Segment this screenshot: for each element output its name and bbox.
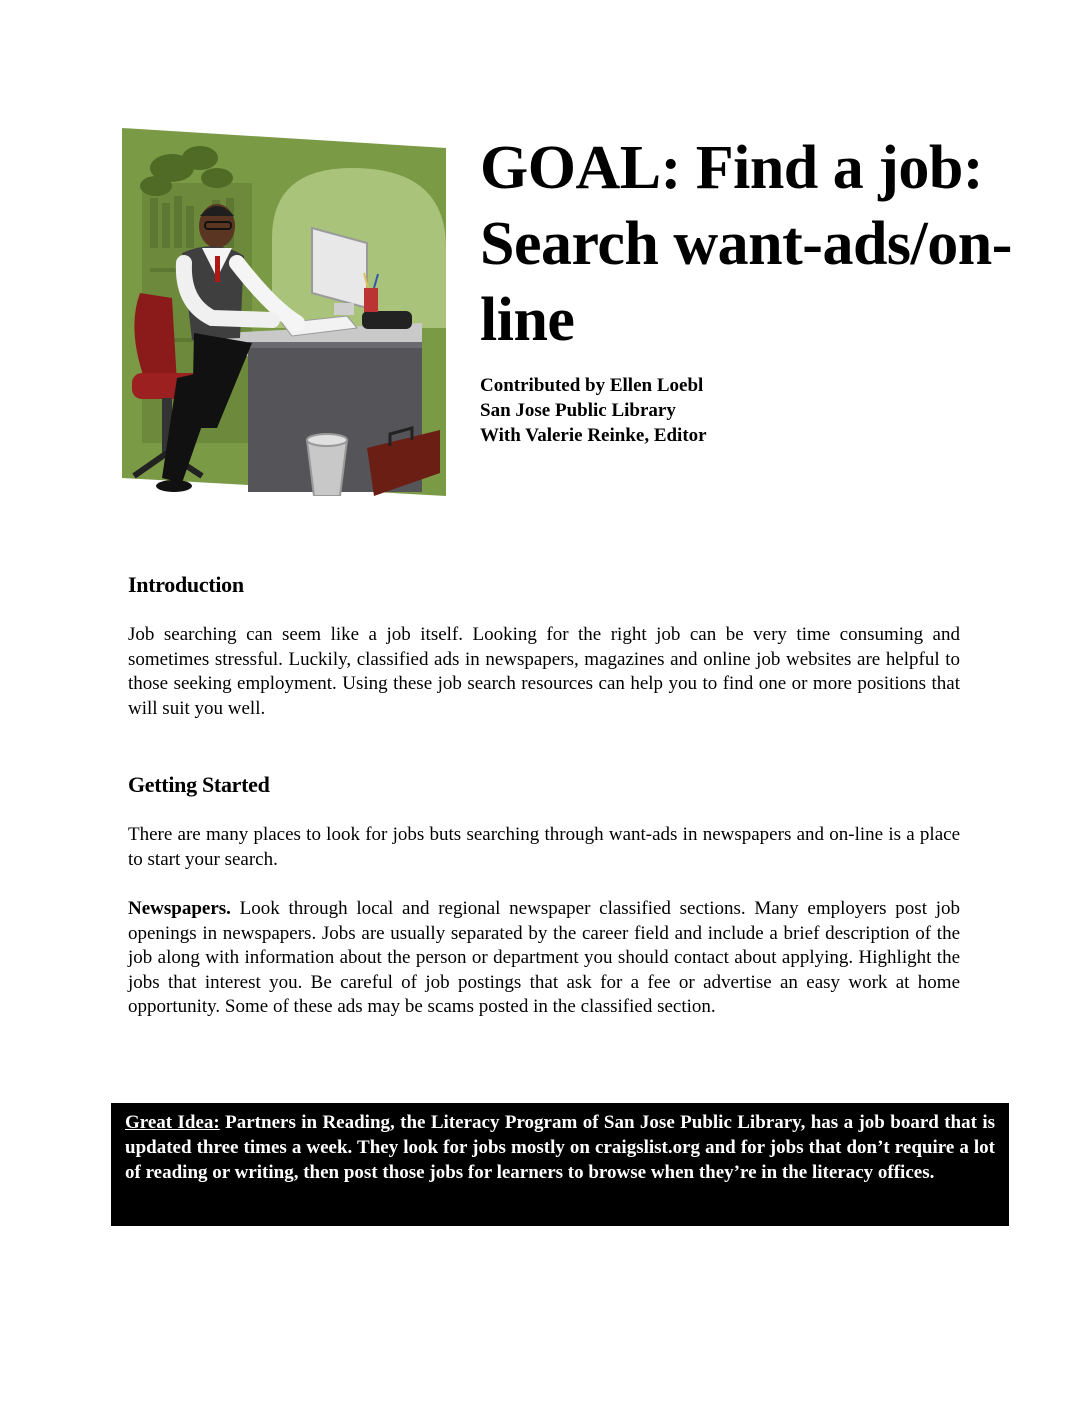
desk-drawer-line [248, 342, 422, 348]
monitor [312, 228, 367, 308]
great-idea-callout [111, 1103, 1009, 1226]
introduction-heading: Introduction [128, 572, 244, 597]
monitor-stand [334, 303, 354, 315]
callout-text [125, 1110, 995, 1185]
getting-started-paragraph: There are many places to look for jobs buts searching through want-ads in newspapers and on-line is a place to start your search. [128, 824, 960, 870]
wastebasket [307, 440, 347, 496]
credit-organization: San Jose Public Library [480, 400, 676, 421]
callout-label: Great Idea: [125, 1112, 220, 1133]
office-worker-illustration [122, 128, 446, 496]
credit-editor: With Valerie Reinke, Editor [480, 425, 707, 446]
page-title: GOAL: Find a job: Search want-ads/on-line [480, 134, 1012, 354]
credits-block [480, 373, 960, 448]
credit-contributor: Contributed by Ellen Loebl [480, 375, 704, 396]
newspapers-lead: Newspapers. [128, 898, 231, 919]
newspapers-paragraph [128, 897, 960, 1020]
phone [362, 311, 412, 329]
newspapers-body: Look through local and regional newspaper classified sections. Many employers post job openings in newspapers. Jobs are usually separated by the career field and include a brief description of the job along with information about the person or department you should contact about applying. Highlight the jobs that interest you. Be careful of job postings that ask for a fee or advertise an easy work at home opportunity. Some of these ads may be scams posted in the classified section. [128, 898, 960, 1017]
callout-body: Partners in Reading, the Literacy Program of San Jose Public Library, has a job board that is updated three times a week. They look for jobs mostly on craigslist.org and for jobs that don’t require a lot of reading or writing, then post those jobs for learners to browse when they’re in the literacy offices. [125, 1112, 995, 1183]
getting-started-heading: Getting Started [128, 772, 270, 797]
introduction-paragraph: Job searching can seem like a job itself. Looking for the right job can be very time consuming and sometimes stressful. Luckily, classified ads in newspapers, magazines and online job websites are helpful to those seeking employment. Using these job search resources can help you to find one or more positions that will suit you well. [128, 624, 960, 719]
pencil-cup [364, 288, 378, 312]
